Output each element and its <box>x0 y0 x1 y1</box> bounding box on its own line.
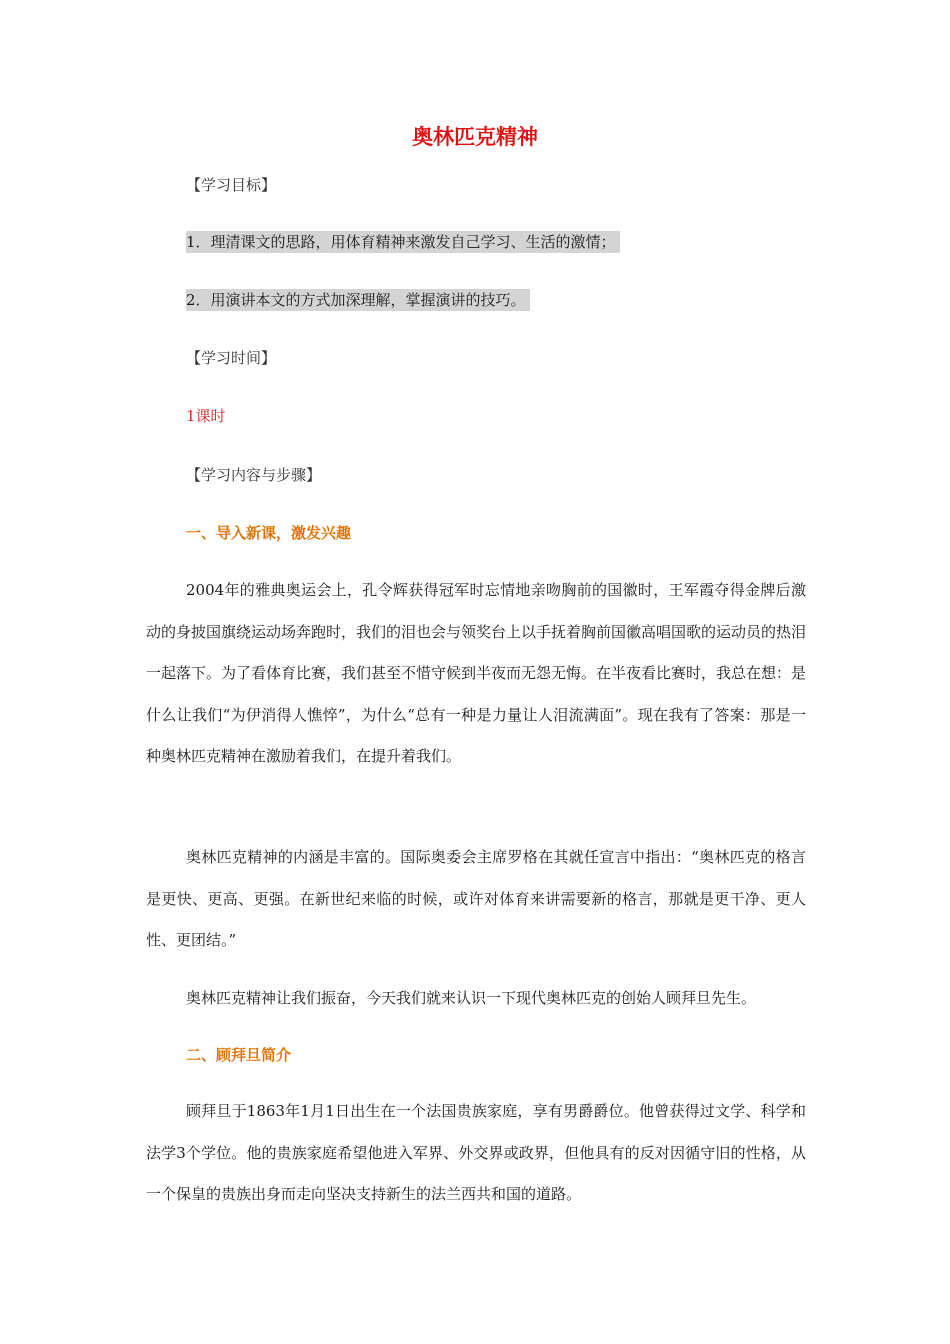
section-heading-1: 一、导入新课，激发兴趣 <box>186 524 352 542</box>
section-heading-2: 二、顾拜旦简介 <box>186 1046 292 1064</box>
body-paragraph: 奥林匹克精神的内涵是丰富的。国际奥委会主席罗格在其就任宣言中指出：“奥林匹克的格言是更快、更高、更强。在新世纪来临的时候，或许对体育来讲需要新的格言，那就是更干净、更人性、更团结。” <box>146 848 806 949</box>
body-paragraph: 顾拜旦于1863年1月1日出生在一个法国贵族家庭，享有男爵爵位。他曾获得过文学、科学和法学3个学位。他的贵族家庭希望他进入军界、外交界或政界，但他具有的反对因循守旧的性格，从一个保皇的贵族出身而走向坚决支持新生的法兰西共和国的道路。 <box>146 1102 806 1203</box>
time-heading: 【学习时间】 <box>186 349 277 367</box>
objective-item <box>186 230 620 254</box>
time-value: 1课时 <box>186 407 226 425</box>
body-paragraph: 奥林匹克精神让我们振奋，今天我们就来认识一下现代奥林匹克的创始人顾拜旦先生。 <box>186 989 757 1007</box>
objectives-heading: 【学习目标】 <box>186 176 277 194</box>
content-heading: 【学习内容与步骤】 <box>186 466 322 484</box>
objective-text: 1．理清课文的思路，用体育精神来激发自己学习、生活的激情； <box>186 231 620 253</box>
objective-item <box>186 288 530 312</box>
body-paragraph: 2004年的雅典奥运会上，孔令辉获得冠军时忘情地亲吻胸前的国徽时，王军霞夺得金牌后激动的身披国旗绕运动场奔跑时，我们的泪也会与领奖台上以手抚着胸前国徽高唱国歌的运动员的热泪一起落下。为了看体育比赛，我们甚至不惜守候到半夜而无怨无悔。在半夜看比赛时，我总在想：是什么让我们“为伊消得人憔悴”，为什么“总有一种是力量让人泪流满面”。现在我有了答案：那是一种奥林匹克精神在激励着我们，在提升着我们。 <box>146 581 807 765</box>
page-title: 奥林匹克精神 <box>412 125 538 149</box>
objective-text: 2．用演讲本文的方式加深理解，掌握演讲的技巧。 <box>186 289 530 311</box>
